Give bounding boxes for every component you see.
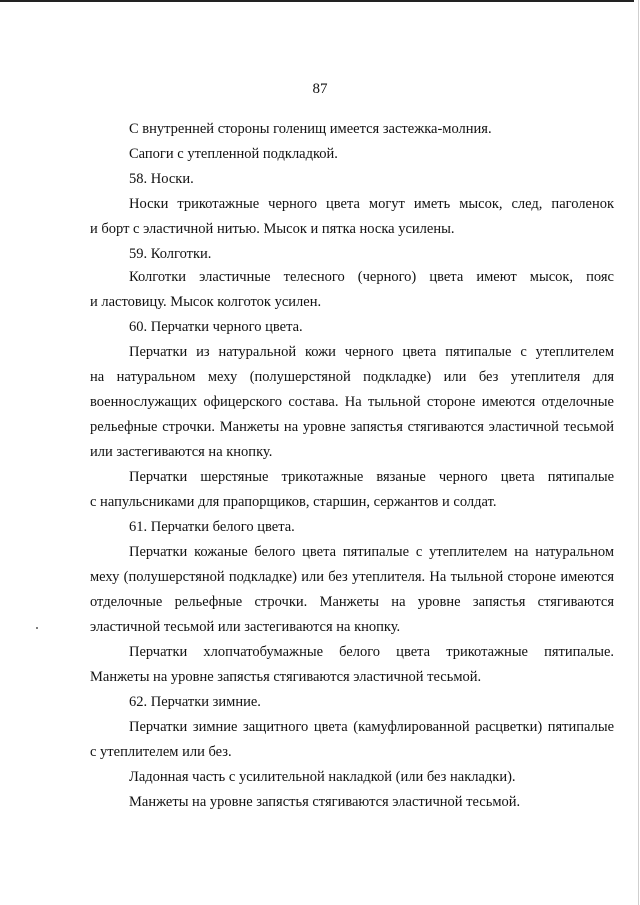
text-line: Манжеты на уровне запястья стягиваются эластичной тесьмой. (129, 794, 521, 810)
text-line: Перчатки хлопчатобумажные белого цвета трикотажные пятипалые. (129, 644, 614, 660)
text-line: Перчатки кожаные белого цвета пятипалые с утеплителем на натуральном (129, 544, 614, 560)
text-line: Перчатки зимние защитного цвета (камуфлированной расцветки) пятипалые (129, 719, 614, 735)
section-heading-61: 61. Перчатки белого цвета. (129, 519, 295, 535)
section-heading-58: 58. Носки. (129, 171, 194, 187)
text-line: Сапоги с утепленной подкладкой. (129, 146, 338, 162)
text-line: Ладонная часть с усилительной накладкой (или без накладки). (129, 769, 516, 785)
text-line: меху (полушерстяной подкладке) или без утеплителя. На тыльной стороне имеются (90, 569, 614, 585)
page-number: 87 (312, 81, 328, 97)
text-line: отделочные рельефные строчки. Манжеты на уровне запястья стягиваются (90, 594, 614, 610)
text-line: рельефные строчки. Манжеты на уровне запястья стягиваются эластичной тесьмой (90, 419, 614, 435)
right-page-edge (638, 0, 639, 905)
text-line: с напульсниками для прапорщиков, старшин, сержантов и солдат. (90, 494, 497, 510)
scan-speck (36, 627, 38, 629)
section-heading-62: 62. Перчатки зимние. (129, 694, 261, 710)
text-line: Манжеты на уровне запястья стягиваются эластичной тесьмой. (90, 669, 482, 685)
text-line: Перчатки шерстяные трикотажные вязаные черного цвета пятипалые (129, 469, 614, 485)
text-line: эластичной тесьмой или застегиваются на кнопку. (90, 619, 401, 635)
text-line: Носки трикотажные черного цвета могут иметь мысок, след, паголенок (129, 196, 614, 212)
text-line: военнослужащих офицерского состава. На тыльной стороне имеются отделочные (90, 394, 614, 410)
text-line: с утеплителем или без. (90, 744, 232, 760)
text-line: и ластовицу. Мысок колготок усилен. (90, 294, 322, 310)
text-line: на натуральном меху (полушерстяной подкладке) или без утеплителя для (90, 369, 614, 385)
text-line: и борт с эластичной нитью. Мысок и пятка носка усилены. (90, 221, 455, 237)
text-line: Перчатки из натуральной кожи черного цвета пятипалые с утеплителем (129, 344, 614, 360)
section-heading-59: 59. Колготки. (129, 246, 212, 262)
text-line: или застегиваются на кнопку. (90, 444, 273, 460)
section-heading-60: 60. Перчатки черного цвета. (129, 319, 303, 335)
text-line: С внутренней стороны голенищ имеется застежка-молния. (129, 121, 492, 137)
top-border-line (0, 0, 634, 2)
text-line: Колготки эластичные телесного (черного) цвета имеют мысок, пояс (129, 269, 614, 285)
